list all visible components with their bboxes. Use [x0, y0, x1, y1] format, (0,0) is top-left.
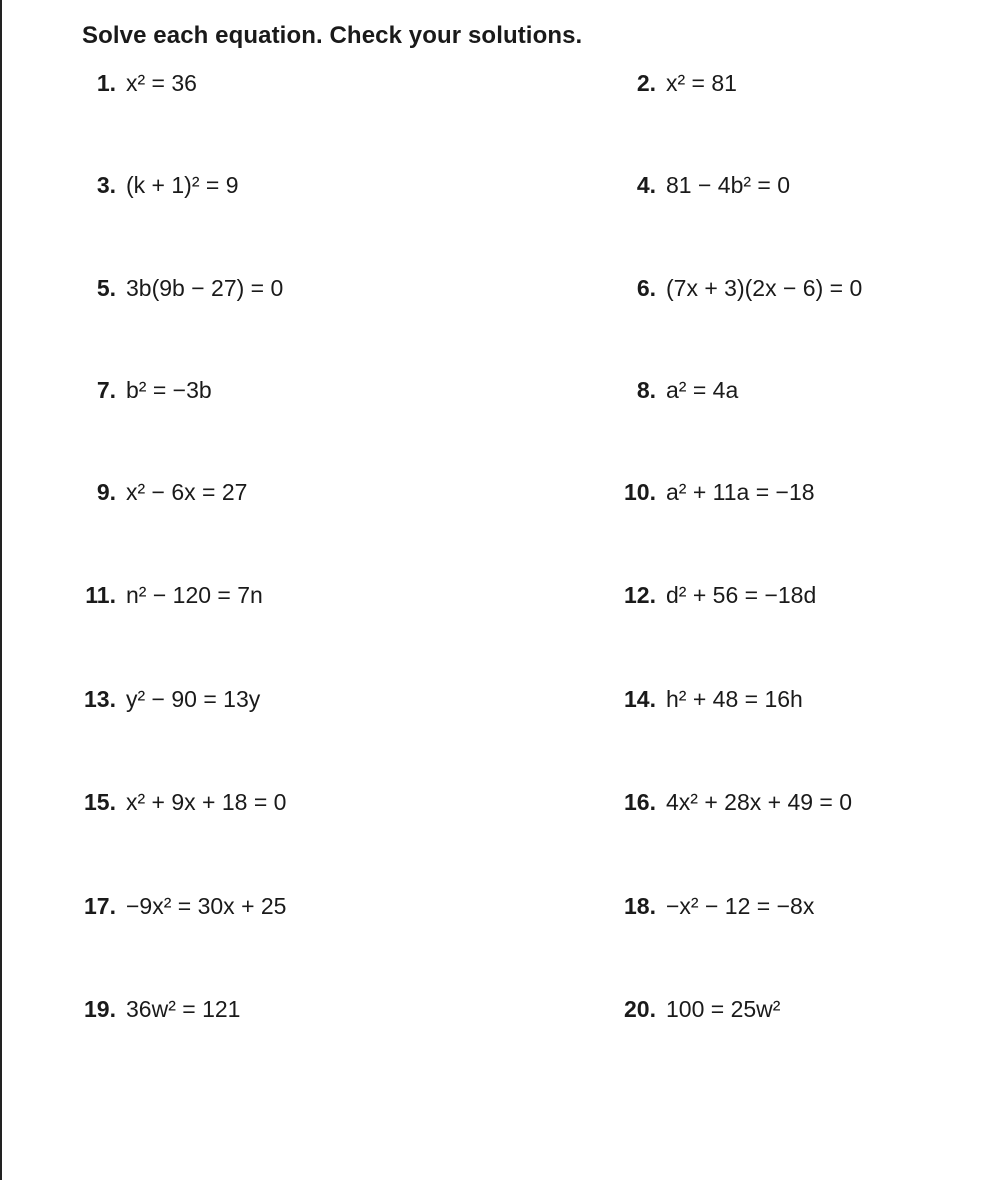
problem-equation: 81 − 4b² = 0 [666, 172, 791, 198]
problem-equation: 4x² + 28x + 49 = 0 [666, 789, 853, 815]
problem-equation: (k + 1)² = 9 [126, 172, 239, 198]
problem-number: 20. [624, 996, 656, 1022]
problem-equation: a² + 11a = −18 [666, 479, 815, 505]
problem-16 [610, 789, 852, 829]
problem-7 [82, 377, 212, 417]
problem-6 [610, 275, 862, 315]
problem-number: 9. [96, 479, 116, 505]
worksheet-title: Solve each equation. Check your solutions. [82, 22, 583, 49]
problem-12 [610, 582, 816, 622]
problem-8 [610, 377, 738, 417]
problem-equation: y² − 90 = 13y [126, 686, 261, 712]
problem-equation: a² = 4a [666, 377, 739, 403]
problem-15 [82, 789, 286, 829]
problem-number: 15. [84, 789, 116, 815]
problem-number: 5. [96, 275, 116, 301]
problem-number: 7. [96, 377, 116, 403]
problem-equation: n² − 120 = 7n [126, 582, 263, 608]
left-border-line [0, 0, 2, 1180]
problem-11 [82, 582, 263, 622]
problem-17 [82, 893, 286, 933]
problem-equation: (7x + 3)(2x − 6) = 0 [666, 275, 863, 301]
problem-equation: b² = −3b [126, 377, 212, 403]
problem-18 [610, 893, 814, 933]
problem-equation: d² + 56 = −18d [666, 582, 817, 608]
problem-number: 3. [96, 172, 116, 198]
problem-equation: 100 = 25w² [666, 996, 781, 1022]
problem-number: 4. [636, 172, 656, 198]
problem-number: 2. [636, 70, 656, 96]
problem-number: 11. [85, 582, 116, 608]
problem-10 [610, 479, 815, 519]
problem-number: 1. [96, 70, 116, 96]
problem-number: 10. [624, 479, 656, 505]
problem-3 [82, 172, 238, 212]
problem-number: 17. [84, 893, 116, 919]
problem-number: 19. [84, 996, 116, 1022]
problem-9 [82, 479, 247, 519]
problem-20 [610, 996, 780, 1036]
problem-equation: x² = 81 [666, 70, 737, 96]
problem-number: 12. [624, 582, 656, 608]
problem-equation: h² + 48 = 16h [666, 686, 803, 712]
problem-14 [610, 686, 803, 726]
problem-equation: −x² − 12 = −8x [666, 893, 815, 919]
problem-equation: x² = 36 [126, 70, 197, 96]
problem-number: 18. [624, 893, 656, 919]
problem-equation: −9x² = 30x + 25 [126, 893, 287, 919]
problem-equation: x² + 9x + 18 = 0 [126, 789, 287, 815]
problem-5 [82, 275, 283, 315]
problem-1 [82, 70, 197, 110]
problem-equation: 3b(9b − 27) = 0 [126, 275, 284, 301]
problem-13 [82, 686, 260, 726]
problem-number: 8. [636, 377, 656, 403]
problem-number: 6. [636, 275, 656, 301]
problem-number: 16. [624, 789, 656, 815]
problem-equation: 36w² = 121 [126, 996, 241, 1022]
problem-number: 13. [84, 686, 116, 712]
problem-4 [610, 172, 790, 212]
problem-19 [82, 996, 240, 1036]
problem-2 [610, 70, 737, 110]
problem-equation: x² − 6x = 27 [126, 479, 248, 505]
problem-number: 14. [624, 686, 656, 712]
